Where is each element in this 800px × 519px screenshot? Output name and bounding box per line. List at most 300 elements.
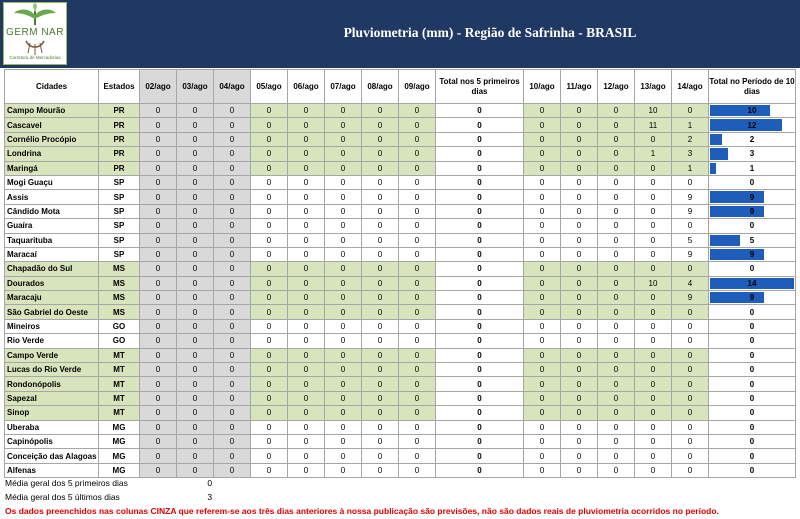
rain-cell: 0: [140, 377, 177, 391]
rain-cell: 0: [399, 190, 436, 204]
total10-value: 0: [749, 350, 755, 360]
rain-cell: 0: [362, 463, 399, 477]
total10-value: 0: [749, 178, 755, 188]
rain-cell: 0: [362, 233, 399, 247]
rain-cell: 0: [140, 147, 177, 161]
rain-cell: 0: [635, 463, 672, 477]
total5-cell: 0: [436, 147, 524, 161]
rain-cell: 0: [399, 348, 436, 362]
rain-cell: 0: [399, 434, 436, 448]
rain-cell: 0: [177, 420, 214, 434]
state-cell: SP: [99, 233, 140, 247]
rain-cell: 0: [672, 363, 709, 377]
state-cell: MT: [99, 391, 140, 405]
rain-cell: 0: [362, 420, 399, 434]
total10-value: 10: [747, 106, 757, 116]
rain-cell: 0: [362, 319, 399, 333]
table-row: [5, 262, 796, 276]
rain-cell: 0: [288, 377, 325, 391]
state-cell: PR: [99, 118, 140, 132]
rain-cell: 0: [177, 377, 214, 391]
table-row: [5, 463, 796, 477]
rain-cell: 0: [672, 463, 709, 477]
rain-cell: 0: [140, 118, 177, 132]
rain-cell: 0: [251, 104, 288, 118]
rain-cell: 0: [399, 276, 436, 290]
rain-cell: 0: [177, 363, 214, 377]
state-cell: SP: [99, 175, 140, 189]
rain-cell: 0: [140, 363, 177, 377]
rain-cell: 0: [288, 104, 325, 118]
rain-cell: 0: [177, 391, 214, 405]
rainfall-table: [4, 69, 796, 478]
rain-cell: 0: [399, 262, 436, 276]
rain-cell: 0: [598, 434, 635, 448]
rain-cell: 0: [598, 377, 635, 391]
rain-cell: 0: [251, 463, 288, 477]
total10-cell: [709, 104, 796, 118]
rain-cell: 0: [214, 319, 251, 333]
rain-cell: 0: [598, 204, 635, 218]
total10-value: 0: [749, 365, 755, 375]
summary-last-label: Média geral dos 5 últimos dias: [5, 492, 120, 502]
rain-cell: 0: [214, 377, 251, 391]
rain-cell: 0: [214, 449, 251, 463]
rain-cell: 0: [561, 334, 598, 348]
rain-cell: 0: [598, 305, 635, 319]
city-cell: Campo Mourão: [5, 104, 99, 118]
rain-cell: 0: [561, 132, 598, 146]
rain-cell: 0: [288, 219, 325, 233]
rain-total-bar: [710, 206, 764, 217]
col-header-day: 14/ago: [672, 70, 709, 104]
rain-cell: 0: [524, 420, 561, 434]
rain-total-bar: [710, 148, 728, 159]
rain-cell: 0: [325, 233, 362, 247]
rain-cell: 0: [177, 406, 214, 420]
rain-cell: 0: [635, 420, 672, 434]
total10-value: 0: [749, 451, 755, 461]
rain-cell: 0: [598, 291, 635, 305]
rain-cell: 0: [251, 420, 288, 434]
rain-cell: 0: [399, 132, 436, 146]
rain-cell: 0: [214, 247, 251, 261]
rain-total-bar: [710, 134, 722, 145]
rain-cell: 0: [214, 219, 251, 233]
rain-cell: 0: [561, 147, 598, 161]
rain-cell: 0: [140, 247, 177, 261]
rain-cell: 0: [598, 406, 635, 420]
rain-cell: 0: [524, 132, 561, 146]
city-cell: Sinop: [5, 406, 99, 420]
rain-cell: 0: [251, 449, 288, 463]
rain-cell: 0: [362, 449, 399, 463]
rain-cell: 0: [214, 104, 251, 118]
rain-cell: 0: [140, 233, 177, 247]
rain-cell: 0: [524, 104, 561, 118]
rain-cell: 0: [524, 118, 561, 132]
rain-cell: 0: [635, 161, 672, 175]
city-cell: Maringá: [5, 161, 99, 175]
rain-cell: 0: [177, 262, 214, 276]
rain-cell: 0: [399, 175, 436, 189]
rain-cell: 10: [635, 276, 672, 290]
rain-cell: 0: [561, 391, 598, 405]
total5-cell: 0: [436, 161, 524, 175]
rain-cell: 0: [399, 463, 436, 477]
rain-cell: 0: [399, 377, 436, 391]
rain-cell: 0: [598, 420, 635, 434]
rain-total-bar: [710, 163, 716, 174]
rain-cell: 0: [214, 190, 251, 204]
city-cell: Rondonópolis: [5, 377, 99, 391]
city-cell: Alfenas: [5, 463, 99, 477]
total10-value: 9: [749, 192, 755, 202]
total10-cell: [709, 420, 796, 434]
total5-cell: 0: [436, 334, 524, 348]
total5-cell: 0: [436, 363, 524, 377]
rain-cell: 0: [325, 463, 362, 477]
table-row: [5, 420, 796, 434]
table-row: [5, 449, 796, 463]
rain-cell: 0: [399, 247, 436, 261]
rain-cell: 0: [325, 406, 362, 420]
rain-cell: 0: [635, 190, 672, 204]
rain-cell: 0: [251, 348, 288, 362]
total5-cell: 0: [436, 204, 524, 218]
rain-cell: 0: [672, 262, 709, 276]
rain-cell: 0: [524, 449, 561, 463]
rain-cell: 0: [288, 348, 325, 362]
rain-cell: 0: [561, 204, 598, 218]
rain-cell: 0: [140, 434, 177, 448]
total5-cell: 0: [436, 175, 524, 189]
rain-cell: 0: [672, 434, 709, 448]
col-header-day: 11/ago: [561, 70, 598, 104]
logo-tagline: Corretora de Mercadorias: [9, 55, 61, 60]
total5-cell: 0: [436, 348, 524, 362]
table-row: [5, 233, 796, 247]
rain-cell: 0: [399, 104, 436, 118]
rain-cell: 0: [561, 219, 598, 233]
col-header-day: 09/ago: [399, 70, 436, 104]
rain-cell: 9: [672, 247, 709, 261]
rain-cell: 0: [561, 406, 598, 420]
rain-cell: 0: [288, 420, 325, 434]
rain-cell: 0: [672, 449, 709, 463]
rain-cell: 0: [251, 118, 288, 132]
rain-cell: 0: [524, 147, 561, 161]
table-row: [5, 334, 796, 348]
rain-cell: 0: [362, 406, 399, 420]
rain-cell: 0: [362, 204, 399, 218]
rain-cell: 0: [251, 132, 288, 146]
rain-cell: 0: [214, 291, 251, 305]
total5-cell: 0: [436, 118, 524, 132]
rain-cell: 9: [672, 291, 709, 305]
table-row: [5, 291, 796, 305]
total5-cell: 0: [436, 276, 524, 290]
rain-cell: 0: [251, 219, 288, 233]
total10-value: 2: [749, 134, 755, 144]
rain-cell: 0: [177, 291, 214, 305]
rain-cell: 0: [251, 334, 288, 348]
rain-cell: 0: [251, 161, 288, 175]
city-cell: Conceição das Alagoas: [5, 449, 99, 463]
col-header-estados: Estados: [99, 70, 140, 104]
state-cell: GO: [99, 319, 140, 333]
rain-cell: 0: [561, 463, 598, 477]
rain-cell: 0: [635, 262, 672, 276]
rain-cell: 0: [362, 348, 399, 362]
total5-cell: 0: [436, 291, 524, 305]
table-row: [5, 132, 796, 146]
rain-cell: 0: [635, 348, 672, 362]
total10-cell: [709, 391, 796, 405]
total10-cell: [709, 434, 796, 448]
rain-cell: 0: [177, 463, 214, 477]
total10-value: 0: [749, 221, 755, 231]
city-cell: Assis: [5, 190, 99, 204]
rain-cell: 0: [524, 291, 561, 305]
table-row: [5, 305, 796, 319]
total10-cell: [709, 449, 796, 463]
rain-cell: 0: [524, 334, 561, 348]
total10-cell: [709, 233, 796, 247]
state-cell: SP: [99, 247, 140, 261]
rain-cell: 0: [140, 291, 177, 305]
rain-cell: 0: [140, 305, 177, 319]
rain-cell: 0: [288, 147, 325, 161]
rain-cell: 0: [561, 190, 598, 204]
rain-cell: 0: [524, 161, 561, 175]
rain-cell: 0: [214, 305, 251, 319]
rain-cell: 0: [635, 305, 672, 319]
col-header-day: 12/ago: [598, 70, 635, 104]
rain-cell: 0: [598, 391, 635, 405]
rain-cell: 0: [399, 219, 436, 233]
rain-cell: 0: [177, 190, 214, 204]
city-cell: Cascavel: [5, 118, 99, 132]
rain-cell: 0: [362, 118, 399, 132]
total10-value: 12: [747, 120, 757, 130]
rain-cell: 0: [561, 363, 598, 377]
total5-cell: 0: [436, 449, 524, 463]
rain-cell: 0: [325, 305, 362, 319]
table-row: [5, 190, 796, 204]
rain-cell: 0: [598, 363, 635, 377]
forecast-note: Os dados preenchidos nas colunas CINZA que referem-se aos três dias anteriores à nossa publicação são previsões, não são dados reais de pluviometria ocorridos no período.: [5, 506, 719, 516]
rain-cell: 0: [598, 190, 635, 204]
state-cell: MS: [99, 262, 140, 276]
rain-cell: 0: [177, 434, 214, 448]
rain-cell: 0: [635, 291, 672, 305]
rain-cell: 0: [362, 161, 399, 175]
rain-cell: 0: [598, 132, 635, 146]
state-cell: GO: [99, 334, 140, 348]
rain-cell: 0: [325, 363, 362, 377]
rain-cell: 0: [362, 391, 399, 405]
rain-cell: 0: [325, 334, 362, 348]
rain-cell: 0: [524, 406, 561, 420]
rain-cell: 0: [288, 449, 325, 463]
rain-cell: 0: [214, 132, 251, 146]
city-cell: Maracaí: [5, 247, 99, 261]
rain-cell: 0: [635, 247, 672, 261]
rain-total-bar: [710, 292, 764, 303]
rain-cell: 0: [325, 104, 362, 118]
summary-first: [5, 478, 212, 488]
rain-cell: 0: [325, 377, 362, 391]
rain-total-bar: [710, 235, 740, 246]
rain-cell: 0: [399, 319, 436, 333]
rain-cell: 0: [214, 118, 251, 132]
rain-cell: 0: [251, 175, 288, 189]
rain-cell: 0: [325, 276, 362, 290]
rain-cell: 0: [672, 377, 709, 391]
total5-cell: 0: [436, 104, 524, 118]
rain-cell: 0: [288, 463, 325, 477]
rain-cell: 0: [362, 190, 399, 204]
rain-cell: 0: [524, 262, 561, 276]
rain-cell: 0: [362, 291, 399, 305]
rain-cell: 0: [598, 276, 635, 290]
rain-cell: 0: [561, 434, 598, 448]
rain-cell: 0: [524, 363, 561, 377]
rain-cell: 0: [524, 276, 561, 290]
state-cell: SP: [99, 204, 140, 218]
rain-cell: 0: [524, 391, 561, 405]
rain-cell: 0: [251, 204, 288, 218]
total10-cell: [709, 291, 796, 305]
city-cell: Cândido Mota: [5, 204, 99, 218]
rain-cell: 0: [288, 132, 325, 146]
rain-cell: 0: [399, 391, 436, 405]
rain-cell: 0: [598, 161, 635, 175]
rain-cell: 0: [598, 104, 635, 118]
table-header-row: [5, 70, 796, 104]
total5-cell: 0: [436, 132, 524, 146]
total10-cell: [709, 334, 796, 348]
total10-cell: [709, 190, 796, 204]
rain-cell: 0: [288, 305, 325, 319]
rain-cell: 0: [325, 262, 362, 276]
total10-value: 1: [749, 163, 755, 173]
rain-cell: 0: [140, 219, 177, 233]
rain-cell: 0: [325, 204, 362, 218]
rain-cell: 0: [362, 363, 399, 377]
city-cell: Cornélio Procópio: [5, 132, 99, 146]
rain-cell: 0: [251, 319, 288, 333]
rain-cell: 2: [672, 132, 709, 146]
rain-cell: 0: [177, 247, 214, 261]
table-row: [5, 104, 796, 118]
state-cell: MS: [99, 276, 140, 290]
total10-cell: [709, 132, 796, 146]
rain-cell: 0: [288, 363, 325, 377]
rain-cell: 0: [214, 147, 251, 161]
state-cell: PR: [99, 104, 140, 118]
rain-cell: 0: [325, 291, 362, 305]
total10-cell: [709, 262, 796, 276]
rain-cell: 0: [288, 391, 325, 405]
rain-cell: 0: [140, 104, 177, 118]
rain-cell: 0: [177, 233, 214, 247]
total10-value: 0: [749, 379, 755, 389]
rain-cell: 0: [214, 334, 251, 348]
rain-cell: 0: [672, 319, 709, 333]
total10-value: 0: [749, 394, 755, 403]
rain-cell: 0: [672, 348, 709, 362]
rain-cell: 0: [524, 434, 561, 448]
rain-cell: 0: [561, 104, 598, 118]
rain-cell: 0: [251, 262, 288, 276]
city-cell: Capinópolis: [5, 434, 99, 448]
rain-cell: 0: [177, 305, 214, 319]
rain-cell: 1: [672, 118, 709, 132]
col-header-day: 02/ago: [140, 70, 177, 104]
rain-cell: 9: [672, 204, 709, 218]
rain-cell: 0: [288, 334, 325, 348]
rain-cell: 0: [325, 319, 362, 333]
table-row: [5, 348, 796, 362]
rain-cell: 0: [362, 262, 399, 276]
rain-cell: 0: [251, 363, 288, 377]
rain-cell: 0: [251, 406, 288, 420]
rain-cell: 0: [598, 247, 635, 261]
rain-cell: 0: [214, 233, 251, 247]
rain-cell: 0: [325, 175, 362, 189]
total5-cell: 0: [436, 319, 524, 333]
total10-value: 0: [749, 437, 755, 447]
rain-cell: 0: [561, 262, 598, 276]
rain-cell: 0: [561, 161, 598, 175]
total5-cell: 0: [436, 406, 524, 420]
rain-cell: 0: [399, 118, 436, 132]
total10-cell: [709, 406, 796, 420]
rain-cell: 0: [561, 305, 598, 319]
rain-cell: 0: [635, 406, 672, 420]
rain-cell: 0: [561, 291, 598, 305]
rain-cell: 0: [140, 204, 177, 218]
city-cell: Taquarituba: [5, 233, 99, 247]
rain-cell: 0: [399, 204, 436, 218]
rain-cell: 0: [140, 319, 177, 333]
rain-cell: 0: [672, 406, 709, 420]
rain-cell: 0: [672, 305, 709, 319]
rain-cell: 0: [598, 175, 635, 189]
rain-cell: 0: [288, 247, 325, 261]
city-cell: Mineiros: [5, 319, 99, 333]
rain-cell: 0: [140, 449, 177, 463]
rain-total-bar: [710, 105, 770, 116]
rain-cell: 0: [288, 406, 325, 420]
summary-first-value: 0: [207, 478, 213, 488]
rain-total-bar: [710, 249, 764, 260]
total10-value: 3: [749, 149, 755, 159]
rain-cell: 0: [251, 291, 288, 305]
total10-value: 9: [749, 293, 755, 303]
rain-cell: 0: [399, 161, 436, 175]
rain-cell: 0: [214, 262, 251, 276]
rain-cell: 0: [561, 175, 598, 189]
rain-cell: 0: [362, 434, 399, 448]
state-cell: PR: [99, 147, 140, 161]
rain-cell: 0: [251, 377, 288, 391]
rain-cell: 0: [214, 406, 251, 420]
rain-cell: 0: [251, 276, 288, 290]
total5-cell: 0: [436, 420, 524, 434]
